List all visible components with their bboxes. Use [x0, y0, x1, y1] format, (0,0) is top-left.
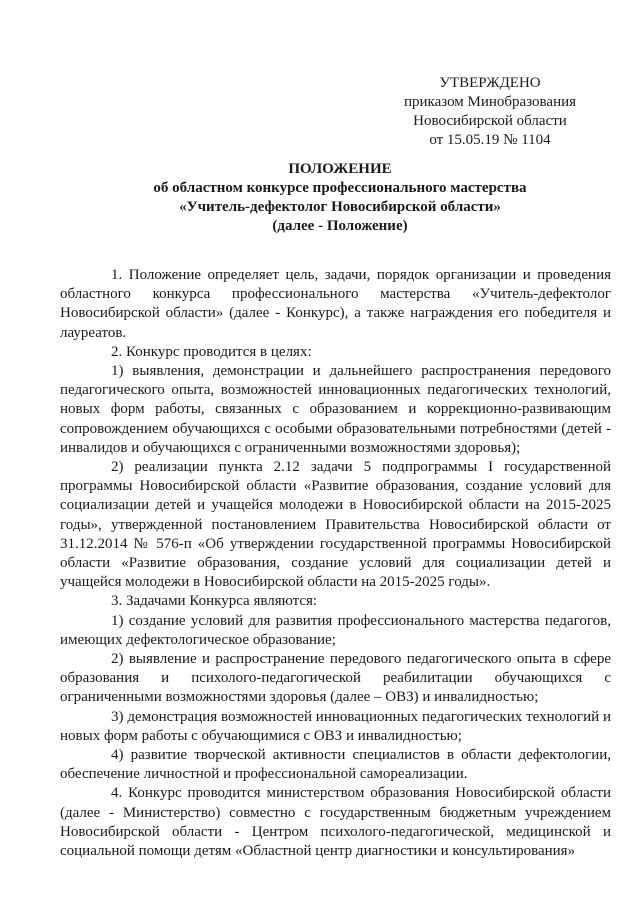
document-body — [60, 266, 611, 861]
title-abbreviation: (далее - Положение) — [272, 218, 408, 234]
document-title — [60, 160, 620, 236]
paragraph-3-item-4: 4) развитие творческой активности специалистов в области дефектологии, обеспечение личностной и профессиональной самореализации. — [60, 747, 611, 783]
title-subject: об областном конкурсе профессионального мастерства — [153, 180, 527, 196]
paragraph-3-item-3: 3) демонстрация возможностей инновационных педагогических технологий и новых форм работы с обучающимися с ОВЗ и инвалидностью; — [60, 708, 611, 744]
paragraph-3: 3. Задачами Конкурса являются: — [111, 593, 318, 610]
approval-stamp — [380, 74, 600, 150]
title-contest-name: «Учитель-дефектолог Новосибирской области» — [179, 199, 501, 215]
paragraph-3-item-1: 1) создание условий для развития профессионального мастерства педагогов, имеющих дефектологическое образование; — [60, 612, 611, 648]
approval-date-line: от 15.05.19 № 1104 — [429, 132, 551, 148]
paragraph-2-item-2: 2) реализации пункта 2.12 задачи 5 подпрограммы I государственной программы Новосибирской области «Развитие образования, создание условий для социализации детей и учащейся молодежи в Новосибирской области на 2015-2025 годы», утвержденной постановлением Правительства Новосибирской области от 31.12.2014 № 576-п «Об утверждении государственной программы Новосибирской области «Развитие образования, создание условий для социализации детей и учащейся молодежи в Новосибирской области на 2015-2025 годы». — [60, 459, 611, 591]
approval-order-line: приказом Минобразования — [403, 94, 577, 110]
approval-heading: УТВЕРЖДЕНО — [439, 75, 541, 91]
paragraph-4: 4. Конкурс проводится министерством образования Новосибирской области (далее - Министерство) совместно с государственным бюджетным учреждением Новосибирской области - Центром психолого-педагогической, медицинской и социальной помощи детям «Областной центр диагностики и консультирования» — [60, 785, 611, 860]
paragraph-2-item-1: 1) выявления, демонстрации и дальнейшего распространения передового педагогического опыта, возможностей инновационных педагогических технологий, новых форм работы, связанных с образованием и коррекционно-развивающим сопровождением обучающихся с особыми образовательными потребностями (детей - инвалидов и обучающихся с ограниченными возможностями здоровья); — [60, 363, 611, 456]
paragraph-2: 2. Конкурс проводится в целях: — [111, 343, 312, 360]
title-heading: ПОЛОЖЕНИЕ — [288, 161, 392, 177]
paragraph-1: 1. Положение определяет цель, задачи, порядок организации и проведения областного конкурса профессионального мастерства «Учитель-дефектолог Новосибирской области» (далее - Конкурс), а также награждения его победителя и лауреатов. — [60, 267, 611, 341]
approval-region-line: Новосибирской области — [413, 113, 567, 129]
paragraph-3-item-2: 2) выявление и распространение передового педагогического опыта в сфере образования и психолого-педагогической реабилитации обучающихся с ограниченными возможностями здоровья (далее – ОВЗ) и инвалидностью; — [60, 651, 611, 706]
